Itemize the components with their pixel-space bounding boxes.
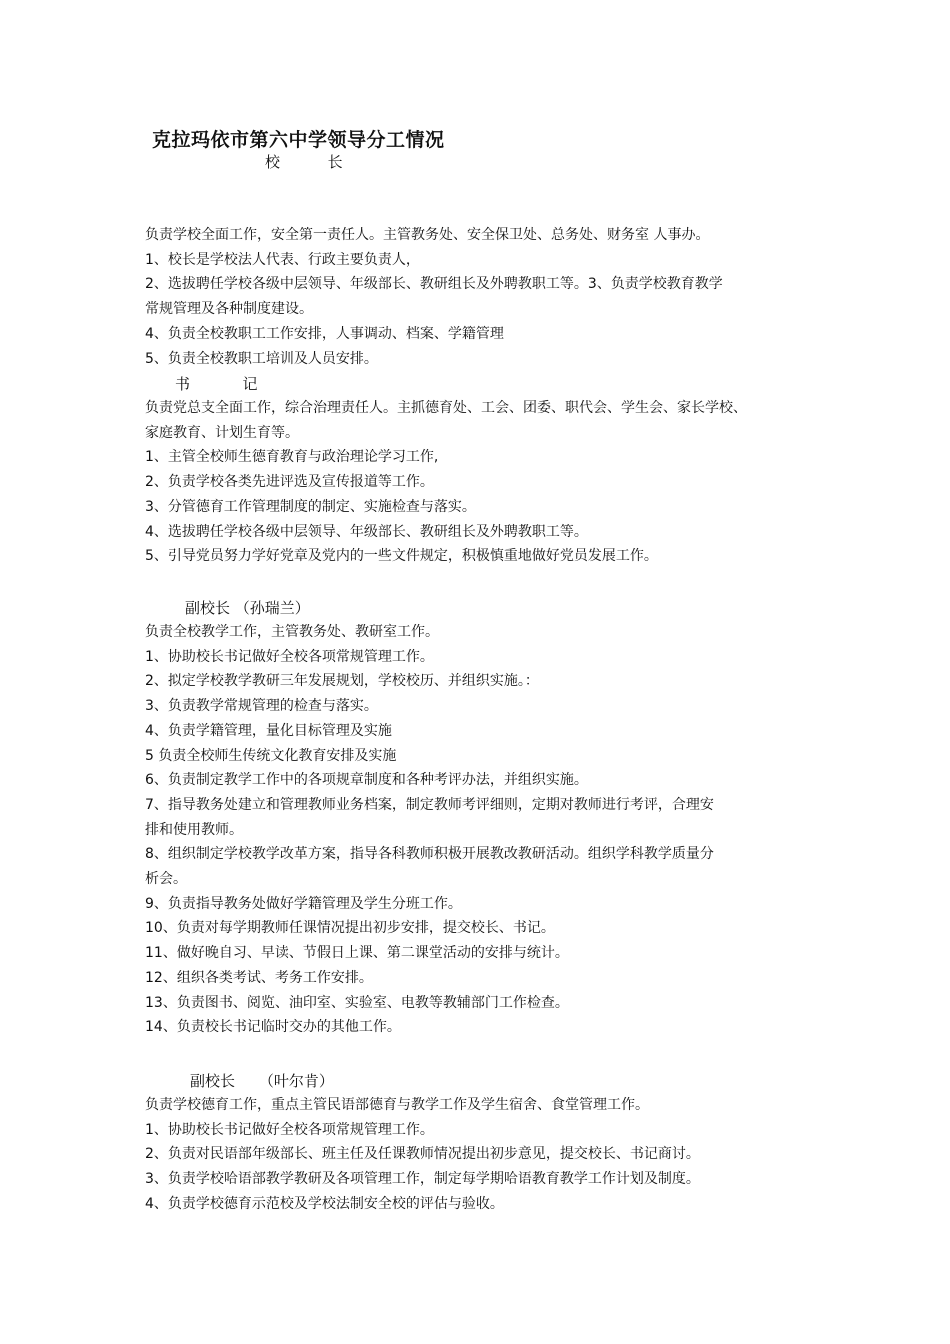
duty-line: 12、组织各类考试、考务工作安排。: [145, 969, 373, 986]
duty-line: 4、负责学校德育示范校及学校法制安全校的评估与验收。: [145, 1195, 504, 1212]
duty-line: 8、组织制定学校教学改革方案，指导各科教师积极开展教改教研活动。组织学科教学质量分: [145, 846, 714, 863]
duty-line: 5、负责全校教职工培训及人员安排。: [145, 350, 378, 367]
document-title: 克拉玛依市第六中学领导分工情况: [152, 129, 445, 151]
duty-line: 1、主管全校师生德育教育与政治理论学习工作,: [145, 449, 439, 466]
section-principal: [145, 150, 825, 371]
duty-line: 负责学校德育工作，重点主管民语部德育与教学工作及学生宿舍、食堂管理工作。: [145, 1097, 649, 1113]
duty-line: 13、负责图书、阅览、油印室、实验室、电教等教辅部门工作检查。: [145, 994, 569, 1011]
duty-line: 6、负责制定教学工作中的各项规章制度和各种考评办法，并组织实施。: [145, 772, 588, 789]
duty-line: 常规管理及各种制度建设。: [145, 301, 313, 318]
duty-line: 9、负责指导教务处做好学籍管理及学生分班工作。: [145, 895, 462, 912]
duty-line: 11、做好晚自习、早读、节假日上课、第二课堂活动的安排与统计。: [145, 945, 569, 962]
duty-line: 负责全校教学工作，主管教务处、教研室工作。: [145, 624, 439, 640]
section-vice-principal-sun: [145, 596, 825, 1040]
duty-line: 2、拟定学校教学教研三年发展规划，学校校历、并组织实施。：: [145, 673, 539, 690]
section-heading-vice-principal-yeerken: 副校长 （叶尔肯）: [190, 1072, 334, 1090]
duty-line: 家庭教育、计划生育等。: [145, 424, 299, 441]
section-vice-principal-yeerken: [145, 1069, 825, 1217]
duty-line: 7、指导教务处建立和管理教师业务档案，制定教师考评细则，定期对教师进行考评，合理安: [145, 796, 714, 813]
duty-line: 负责党总支全面工作，综合治理责任人。主抓德育处、工会、团委、职代会、学生会、家长学校、: [145, 400, 747, 416]
section-secretary: [145, 372, 825, 569]
duty-line: 2、选拔聘任学校各级中层领导、年级部长、教研组长及外聘教职工等。3、负责学校教育教学: [145, 276, 723, 293]
duty-line: 14、负责校长书记临时交办的其他工作。: [145, 1019, 401, 1036]
duty-line: 3、负责学校哈语部教学教研及各项管理工作，制定每学期哈语教育教学工作计划及制度。: [145, 1171, 700, 1188]
duty-line: 4、选拔聘任学校各级中层领导、年级部长、教研组长及外聘教职工等。: [145, 523, 588, 540]
duty-line: 3、分管德育工作管理制度的制定、实施检查与落实。: [145, 498, 476, 515]
duty-line: 1、校长是学校法人代表、行政主要负责人，: [145, 251, 420, 268]
duty-line: 1、协助校长书记做好全校各项常规管理工作。: [145, 1121, 434, 1138]
duty-line: 排和使用教师。: [145, 821, 243, 838]
section-heading-vice-principal-sun: 副校长 （孙瑞兰）: [185, 599, 310, 617]
duty-line: 3、负责教学常规管理的检查与落实。: [145, 698, 378, 715]
section-heading-principal: 校 长: [265, 153, 343, 171]
duty-line: 析会。: [145, 871, 187, 888]
duty-line: 5、引导党员努力学好党章及党内的一些文件规定，积极慎重地做好党员发展工作。: [145, 548, 658, 565]
duty-line: 1、协助校长书记做好全校各项常规管理工作。: [145, 648, 434, 665]
duty-line: 2、负责对民语部年级部长、班主任及任课教师情况提出初步意见，提交校长、书记商讨。: [145, 1146, 700, 1163]
duty-line: 4、负责学籍管理，量化目标管理及实施: [145, 722, 392, 739]
duty-line: 10、负责对每学期教师任课情况提出初步安排，提交校长、书记。: [145, 920, 555, 937]
duty-line: 负责学校全面工作，安全第一责任人。主管教务处、安全保卫处、总务处、财务室 人事办。: [145, 227, 710, 243]
duty-line: 5 负责全校师生传统文化教育安排及实施: [145, 747, 397, 764]
spacer: [145, 174, 825, 223]
duty-line: 4、负责全校教职工工作安排，人事调动、档案、学籍管理: [145, 325, 504, 342]
duty-line: 2、负责学校各类先进评选及宣传报道等工作。: [145, 474, 434, 491]
section-heading-secretary: 书 记: [175, 375, 258, 393]
